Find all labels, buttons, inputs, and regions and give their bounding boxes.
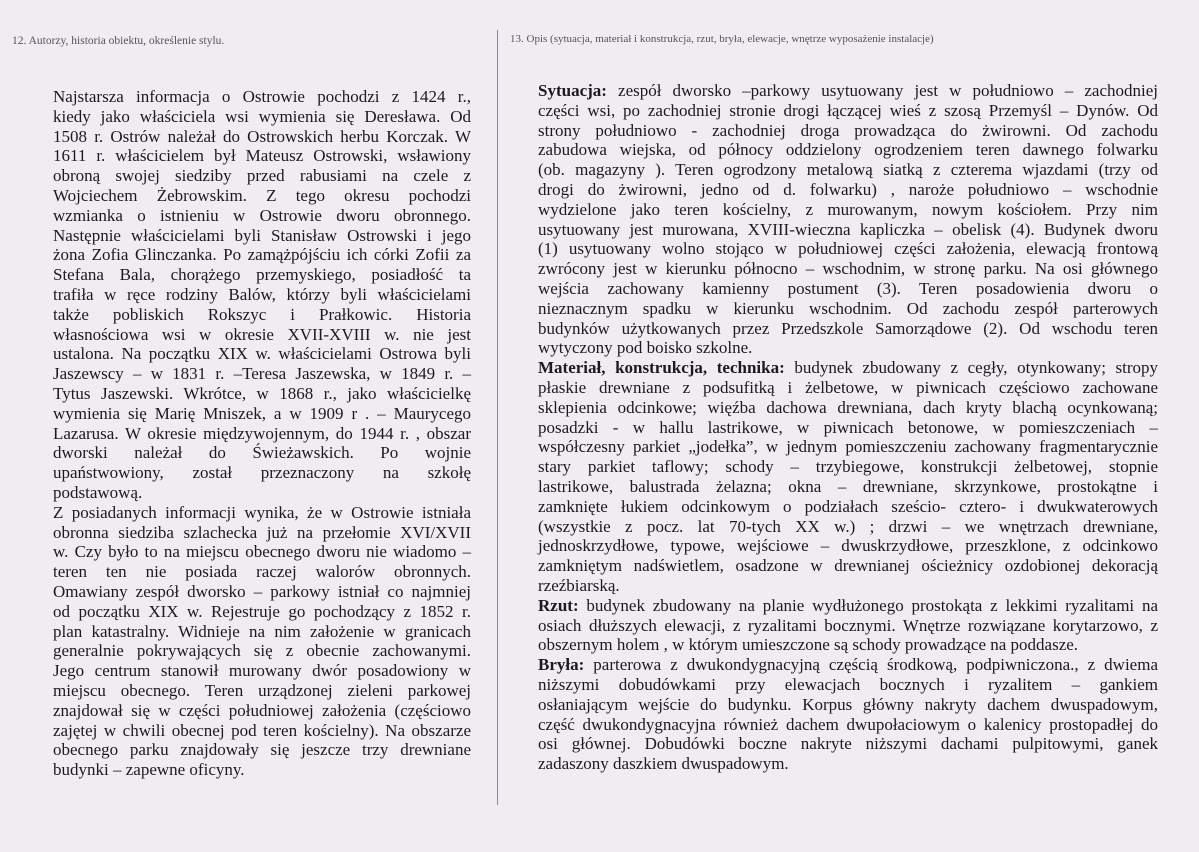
- line-text: podstawową.: [53, 482, 143, 502]
- text-line: [538, 398, 1158, 418]
- line-text: nieznacznym spadku w kierunku wschodnim. Od zachodu zespół parterowych: [538, 298, 1158, 318]
- line-text: Lazarusa. W okresie międzywojennym, do 1944 r. , obszar: [53, 423, 471, 443]
- text-line: [53, 166, 471, 186]
- line-text: zajętej w chwili obecnej pod teren kościelny). Na obszarze: [53, 720, 471, 740]
- line-text: osi głównej. Dobudówki boczne nakryte niższymi dachami pulpitowymi, ganek: [538, 734, 1158, 754]
- paragraph: [538, 358, 1158, 596]
- text-line: [538, 81, 1158, 101]
- line-text: trafiła w ręce rodziny Balów, którzy byli właścicielami: [53, 284, 471, 304]
- paragraph: [538, 655, 1158, 774]
- text-line: [538, 715, 1158, 735]
- line-text: kiedy jako właściciela wsi wymienia się Deresława. Od: [53, 106, 471, 126]
- line-text: wytyczony pod boisko szkolne.: [538, 338, 753, 358]
- text-line: [538, 754, 1158, 774]
- line-text: Następnie właścicielami byli Stanisław Ostrowski i jego: [53, 225, 471, 245]
- line-text: własnościowa wsi w okresie XVII-XVIII w. nie jest: [53, 324, 471, 344]
- text-line: [538, 556, 1158, 576]
- line-text: żona Zofia Glinczanka. Po zamążpójściu ich córki Zofii za: [53, 245, 471, 265]
- text-line: [53, 740, 471, 760]
- line-text: Tytus Jaszewski. Wkrótce, w 1868 r., jako właścicielkę: [53, 383, 471, 403]
- text-line: [538, 358, 1158, 378]
- line-text: Wojciechem Żebrowskim. Z tego okresu pochodzi: [53, 185, 471, 205]
- line-text: obroną swojej siedziby przed rabusiami na czele z: [53, 166, 471, 186]
- text-line: [538, 160, 1158, 180]
- line-text: budynki – zapewne oficyny.: [53, 760, 245, 780]
- line-text: sklepienia odcinkowe; więźba dachowa drewniana, dach kryty blachą ocynkowaną;: [538, 397, 1158, 417]
- text-line: [538, 418, 1158, 438]
- line-text: część dwukondygnacyjna również dachem dwupołaciowym o kalenicy prostopadłej do: [538, 714, 1158, 734]
- section-label: Materiał, konstrukcja, technika:: [538, 358, 785, 378]
- text-line: [53, 107, 471, 127]
- text-line: [53, 760, 471, 780]
- text-line: [538, 635, 1158, 655]
- line-text: współczesny parkiet „jodełka”, w jednym pomieszczeniu zachowany fragmentarycznie: [538, 437, 1158, 457]
- text-line: [53, 265, 471, 285]
- text-line: [53, 483, 471, 503]
- line-text: niższymi dobudówkami przy elewacjach bocznych i ryzalitem – gankiem: [538, 674, 1158, 694]
- line-text: wymienia się Marię Mniszek, a w 1909 r . – Maurycego: [53, 403, 471, 423]
- line-text: znajdował się w części południowej założenia (częściowo: [53, 700, 471, 720]
- line-text: posadzki - w hallu lastrikowe, w piwnicach betonowe, w pomieszczeniach –: [538, 417, 1158, 437]
- history-column: [53, 87, 471, 780]
- line-text: Jaszewscy – w 1831 r. –Teresa Jaszewska, w 1849 r. –: [53, 364, 471, 384]
- text-line: [53, 127, 471, 147]
- text-line: [53, 443, 471, 463]
- paragraph: [538, 81, 1158, 358]
- text-line: [538, 200, 1158, 220]
- text-line: [53, 305, 471, 325]
- section-label: Rzut:: [538, 595, 579, 615]
- line-text: usytuowany jest murowana, XVIII-wieczna kapliczka – obelisk (4). Budynek dworu: [538, 219, 1158, 239]
- text-line: [538, 675, 1158, 695]
- line-text: jednoskrzydłowe, typowe, wejściowe – dwuskrzydłowe, przeszklone, z odcinkowo: [538, 536, 1158, 556]
- line-text: części wsi, po zachodniej stronie drogi łączącej wieś z szosą Przemyśl – Dynów. Od: [538, 100, 1158, 120]
- text-line: [53, 562, 471, 582]
- line-text: zwrócony jest w kierunku północno – wschodnim, w stronę parku. Na osi głównego: [538, 259, 1158, 279]
- text-line: [53, 641, 471, 661]
- line-text: zabudowa wiejska, od północy oddzielony ogrodzeniem teren dawnego folwarku: [538, 140, 1158, 160]
- line-text: także pobliskich Rokszyc i Prałkowic. Historia: [53, 304, 471, 324]
- text-line: [53, 523, 471, 543]
- text-line: [53, 622, 471, 642]
- line-text: od początku XIX w. Rejestruje go pochodzący z 1852 r.: [53, 601, 471, 621]
- text-line: [538, 140, 1158, 160]
- line-text: budynek zbudowany z cegły, otynkowany; stropy: [784, 358, 1159, 378]
- line-text: strony południowo - zachodniej droga prowadząca do żwirowni. Od zachodu: [538, 120, 1158, 140]
- text-line: [538, 259, 1158, 279]
- text-line: [538, 457, 1158, 477]
- line-text: zamkniętym nadświetlem, osadzone w drewnianej ościeżnicy ozdobionej dekoracją: [538, 556, 1158, 576]
- paragraph: [53, 503, 471, 780]
- line-text: lastrikowe, balustrada żelazna; okna – drewniane, skrzynkowe, prostokątne i: [538, 476, 1158, 496]
- text-line: [53, 503, 471, 523]
- line-text: Omawiany zespół dworsko – parkowy istniał co najmniej: [53, 581, 471, 601]
- text-line: [538, 695, 1158, 715]
- text-line: [53, 384, 471, 404]
- text-line: [538, 655, 1158, 675]
- text-line: [538, 121, 1158, 141]
- section-13-heading: 13. Opis (sytuacja, materiał i konstrukcja, rzut, bryła, elewacje, wnętrze wyposażenie instalacje): [510, 33, 934, 45]
- text-line: [53, 681, 471, 701]
- text-line: [53, 701, 471, 721]
- text-line: [53, 364, 471, 384]
- section-label: Bryła:: [538, 655, 585, 675]
- line-text: zadaszony daszkiem dwuspadowym.: [538, 754, 789, 774]
- text-line: [53, 186, 471, 206]
- text-line: [538, 616, 1158, 636]
- line-text: osiach dłuższych elewacji, z ryzalitami bocznymi. Wnętrze rozwiązane korytarzowo, z: [538, 615, 1158, 635]
- line-text: ustalona. Na początku XIX w. właścicielami Ostrowa byli: [53, 344, 471, 364]
- line-text: obszernym holem , w którym umieszczone są schody prowadzące na poddasze.: [538, 635, 1079, 655]
- line-text: plan katastralny. Widnieje na nim założenie w granicach: [53, 621, 471, 641]
- text-line: [538, 338, 1158, 358]
- line-text: Najstarsza informacja o Ostrowie pochodzi z 1424 r.,: [53, 87, 471, 106]
- text-line: [538, 437, 1158, 457]
- text-line: [538, 279, 1158, 299]
- description-column: [538, 81, 1158, 774]
- text-line: [538, 536, 1158, 556]
- text-line: [538, 220, 1158, 240]
- column-divider: [497, 30, 498, 805]
- text-line: [53, 325, 471, 345]
- line-text: wejścia zachowany kamienny postument (3). Teren posadowienia dworu o: [538, 278, 1158, 298]
- paragraph: [538, 596, 1158, 655]
- text-line: [53, 582, 471, 602]
- text-line: [53, 602, 471, 622]
- line-text: miejscu obecnego. Teren urządzonej zieleni parkowej: [53, 680, 471, 700]
- line-text: dworski należał do Świeżawskich. Po wojnie: [53, 443, 471, 463]
- text-line: [53, 661, 471, 681]
- text-line: [53, 285, 471, 305]
- text-line: [53, 87, 471, 107]
- paragraph: [53, 87, 471, 503]
- text-line: [53, 542, 471, 562]
- text-line: [538, 576, 1158, 596]
- text-line: [538, 299, 1158, 319]
- text-line: [53, 721, 471, 741]
- line-text: obronna siedziba szlachecka już na przełomie XVI/XVII: [53, 522, 471, 542]
- line-text: (wszystkie z pocz. lat 70-tych XX w.) ; drzwi – we wnętrzach drewniane,: [538, 516, 1158, 536]
- text-line: [53, 424, 471, 444]
- line-text: wydzielone jako teren kościelny, z murowanym, nowym kościołem. Przy nim: [538, 199, 1158, 219]
- text-line: [538, 596, 1158, 616]
- line-text: upaństwowiony, został przeznaczony na szkołę: [53, 463, 471, 483]
- line-text: Z posiadanych informacji wynika, że w Ostrowie istniała: [53, 502, 471, 522]
- line-text: teren ten nie posiada raczej walorów obronnych.: [53, 562, 471, 582]
- text-line: [538, 101, 1158, 121]
- line-text: Stefana Bala, chorążego przemyskiego, posiadłość ta: [53, 265, 471, 285]
- text-line: [538, 517, 1158, 537]
- text-line: [538, 319, 1158, 339]
- text-line: [538, 477, 1158, 497]
- line-text: drogi do żwirowni, jedno od d. folwarku) , naroże południowo – wschodnie: [538, 179, 1158, 199]
- line-text: osłaniającym wejście do budynku. Korpus główny nakryty dachem dwuspadowym,: [538, 694, 1158, 714]
- text-line: [53, 344, 471, 364]
- text-line: [538, 734, 1158, 754]
- text-line: [53, 463, 471, 483]
- text-line: [53, 206, 471, 226]
- line-text: budynek zbudowany na planie wydłużonego prostokąta z lekkimi ryzalitami na: [578, 595, 1158, 615]
- line-text: obecnego parku znajdowały się jeszcze trzy drewniane: [53, 740, 471, 760]
- line-text: wzmianka o istnieniu w Ostrowie dworu obronnego.: [53, 205, 471, 225]
- text-line: [538, 239, 1158, 259]
- line-text: Jego centrum stanowił murowany dwór posadowiony w: [53, 661, 471, 681]
- line-text: budynków użytkowanych przez Przedszkole Samorządowe (2). Od wschodu teren: [538, 318, 1158, 338]
- line-text: zespół dworsko –parkowy usytuowany jest w południowo – zachodniej: [606, 81, 1158, 100]
- line-text: parterowa z dwukondygnacyjną częścią środkową, podpiwniczona., z dwiema: [584, 655, 1158, 675]
- text-line: [53, 226, 471, 246]
- text-line: [53, 245, 471, 265]
- line-text: (ob. magazyny ). Teren ogrodzony metalową siatką z czterema wjazdami (trzy od: [538, 160, 1158, 180]
- text-line: [538, 180, 1158, 200]
- line-text: w. Czy było to na miejscu obecnego dworu nie wiadomo –: [53, 542, 471, 562]
- line-text: płaskie drewniane z podsufitką i żelbetowe, w piwnicach częściowo zachowane: [538, 377, 1158, 397]
- line-text: 1611 r. właścicielem był Mateusz Ostrowski, wsławiony: [53, 146, 471, 166]
- line-text: stary parkiet taflowy; schody – trzybiegowe, konstrukcji żelbetowej, stopnie: [538, 457, 1158, 477]
- section-12-heading: 12. Autorzy, historia obiektu, określenie stylu.: [12, 35, 225, 47]
- line-text: rzeźbiarską.: [538, 575, 620, 595]
- line-text: zamknięte łukiem odcinkowym o podziałach sześcio- cztero- i dwukwaterowych: [538, 496, 1158, 516]
- line-text: 1508 r. Ostrów należał do Ostrowskich herbu Korczak. W: [53, 126, 471, 146]
- text-line: [53, 404, 471, 424]
- line-text: generalnie pokrywających się z obecnie zachowanymi.: [53, 641, 471, 661]
- section-label: Sytuacja:: [538, 81, 607, 100]
- line-text: (1) usytuowany wolno stojąco w południowej części założenia, elewacją frontową: [538, 239, 1158, 259]
- text-line: [538, 497, 1158, 517]
- text-line: [53, 146, 471, 166]
- text-line: [538, 378, 1158, 398]
